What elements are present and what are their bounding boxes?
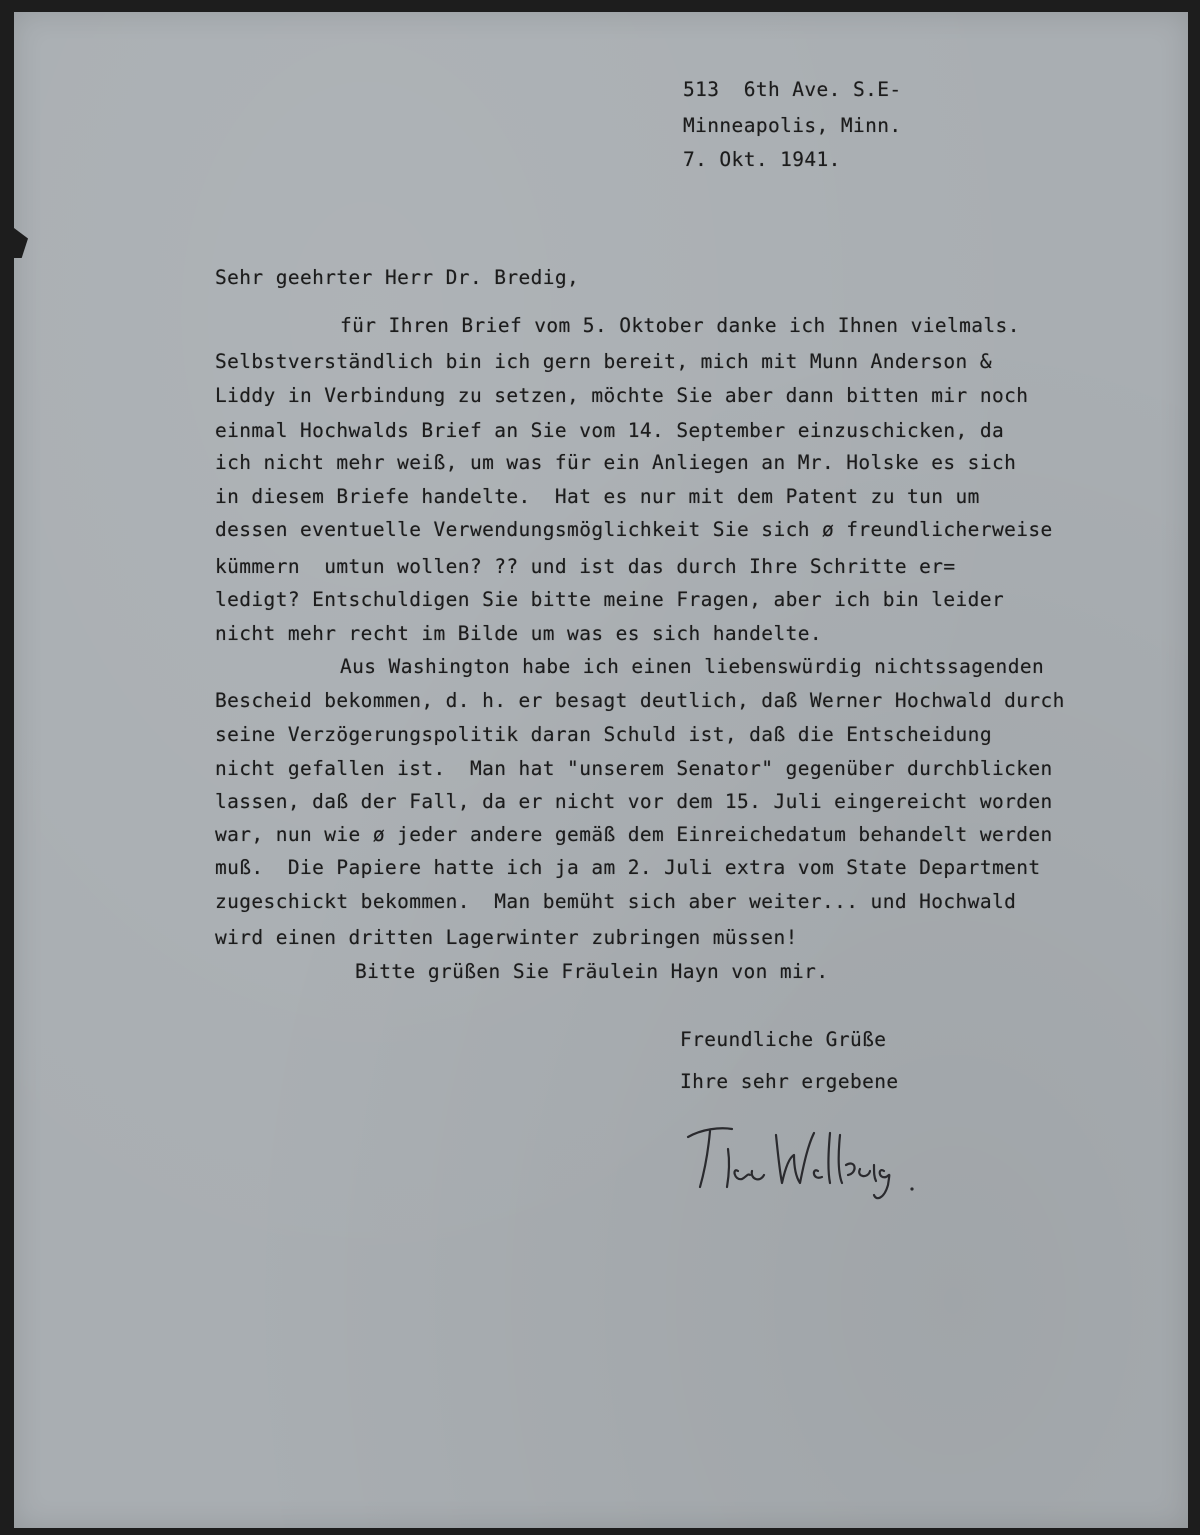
body-line: nicht gefallen ist. Man hat "unserem Senator" gegenüber durchblicken <box>215 757 1053 780</box>
body-line: Aus Washington habe ich einen liebenswürdig nichtssagenden <box>340 655 1045 678</box>
body-line: in diesem Briefe handelte. Hat es nur mit dem Patent zu tun um <box>215 485 980 508</box>
body-line: muß. Die Papiere hatte ich ja am 2. Juli extra vom State Department <box>215 856 1041 879</box>
body-line: kümmern umtun wollen? ?? und ist das durch Ihre Schritte er= <box>215 555 956 578</box>
body-line: nicht mehr recht im Bilde um was es sich handelte. <box>215 622 822 645</box>
address-street: 513 6th Ave. S.E- <box>683 78 902 101</box>
closing-valediction: Ihre sehr ergebene <box>680 1070 899 1093</box>
letter-date: 7. Okt. 1941. <box>683 148 841 171</box>
address-city: Minneapolis, Minn. <box>683 114 902 137</box>
body-line: einmal Hochwalds Brief an Sie vom 14. September einzuschicken, da <box>215 419 1005 442</box>
body-line: zugeschickt bekommen. Man bemüht sich aber weiter... und Hochwald <box>215 890 1017 913</box>
body-line: für Ihren Brief vom 5. Oktober danke ich Ihnen vielmals. <box>340 314 1020 337</box>
body-line: wird einen dritten Lagerwinter zubringen müssen! <box>215 926 798 949</box>
closing-greeting: Freundliche Grüße <box>680 1028 887 1051</box>
body-line: ich nicht mehr weiß, um was für ein Anliegen an Mr. Holske es sich <box>215 451 1017 474</box>
body-line: lassen, daß der Fall, da er nicht vor dem 15. Juli eingereicht worden <box>215 790 1053 813</box>
body-line: ledigt? Entschuldigen Sie bitte meine Fragen, aber ich bin leider <box>215 588 1005 611</box>
body-line: Bitte grüßen Sie Fräulein Hayn von mir. <box>355 960 829 983</box>
body-line: war, nun wie ø jeder andere gemäß dem Einreichedatum behandelt werden <box>215 823 1053 846</box>
handwritten-signature <box>680 1115 930 1210</box>
body-line: Bescheid bekommen, d. h. er besagt deutlich, daß Werner Hochwald durch <box>215 689 1065 712</box>
body-line: Selbstverständlich bin ich gern bereit, mich mit Munn Anderson & <box>215 350 992 373</box>
body-line: dessen eventuelle Verwendungsmöglichkeit Sie sich ø freundlicherweise <box>215 518 1053 541</box>
body-line: Liddy in Verbindung zu setzen, möchte Sie aber dann bitten mir noch <box>215 384 1029 407</box>
salutation: Sehr geehrter Herr Dr. Bredig, <box>215 266 580 289</box>
body-line: seine Verzögerungspolitik daran Schuld ist, daß die Entscheidung <box>215 723 992 746</box>
